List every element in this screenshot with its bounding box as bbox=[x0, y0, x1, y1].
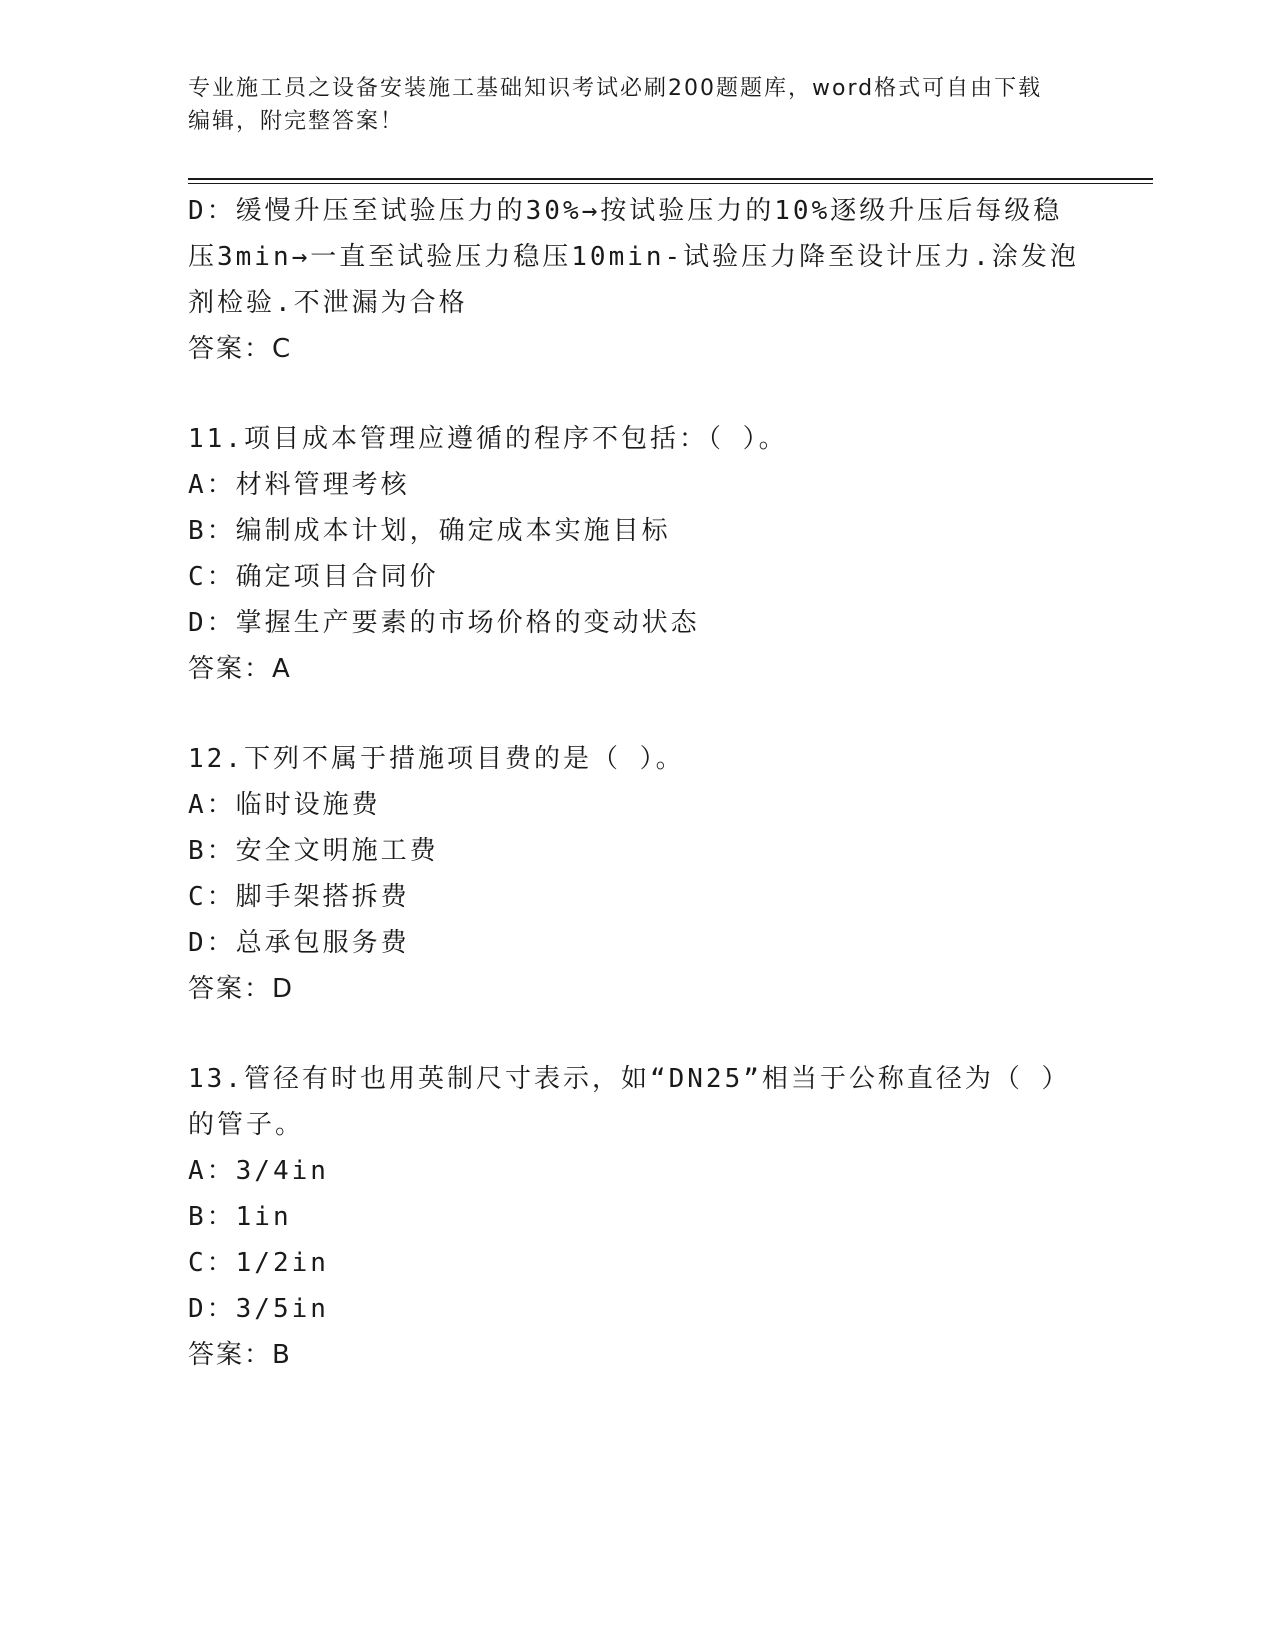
answer-10: 答案：C bbox=[188, 334, 293, 364]
question-10-tail bbox=[188, 188, 1079, 372]
option-d-line-3: 剂检验.不泄漏为合格 bbox=[188, 288, 468, 318]
question-11-option-a: A：材料管理考核 bbox=[188, 470, 410, 500]
answer-11: 答案：A bbox=[188, 654, 292, 684]
spacer bbox=[188, 692, 1068, 736]
question-13-text-line-2: 的管子。 bbox=[188, 1110, 305, 1140]
question-11 bbox=[188, 416, 1068, 692]
option-d-line-2: 压3min→一直至试验压力稳压10min-试验压力降至设计压力.涂发泡 bbox=[188, 242, 1079, 272]
question-12-option-a: A：临时设施费 bbox=[188, 790, 381, 820]
question-12-option-c: C：脚手架搭拆费 bbox=[188, 882, 410, 912]
spacer bbox=[188, 1012, 1068, 1056]
question-13-option-c: C：1/2in bbox=[188, 1248, 329, 1278]
question-13-option-a: A：3/4in bbox=[188, 1156, 329, 1186]
answer-12: 答案：D bbox=[188, 974, 295, 1004]
header-divider-thin bbox=[188, 183, 1153, 184]
question-11-option-b: B：编制成本计划，确定成本实施目标 bbox=[188, 516, 671, 546]
document-body bbox=[188, 188, 1079, 1378]
option-d-line-1: D：缓慢升压至试验压力的30%→按试验压力的10%逐级升压后每级稳 bbox=[188, 196, 1063, 226]
question-13-option-d: D：3/5in bbox=[188, 1294, 329, 1324]
question-12-option-b: B：安全文明施工费 bbox=[188, 836, 439, 866]
question-11-option-d: D：掌握生产要素的市场价格的变动状态 bbox=[188, 608, 700, 638]
question-13-text-line-1: 13.管径有时也用英制尺寸表示，如“DN25”相当于公称直径为（ ） bbox=[188, 1064, 1071, 1094]
question-11-text: 11.项目成本管理应遵循的程序不包括：（ ）。 bbox=[188, 424, 788, 454]
header-divider-thick bbox=[188, 178, 1153, 180]
question-12-option-d: D：总承包服务费 bbox=[188, 928, 410, 958]
question-13-option-b: B：1in bbox=[188, 1202, 292, 1232]
spacer bbox=[188, 372, 1068, 416]
question-12-text: 12.下列不属于措施项目费的是（ ）。 bbox=[188, 744, 685, 774]
question-12 bbox=[188, 736, 1068, 1012]
header-line-2: 编辑，附完整答案！ bbox=[188, 109, 405, 134]
question-11-option-c: C：确定项目合同价 bbox=[188, 562, 439, 592]
header-line-1: 专业施工员之设备安装施工基础知识考试必刷200题题库，word格式可自由下载 bbox=[188, 76, 1043, 101]
question-13 bbox=[188, 1056, 1071, 1378]
answer-13: 答案：B bbox=[188, 1340, 292, 1370]
page-header bbox=[188, 72, 1088, 138]
